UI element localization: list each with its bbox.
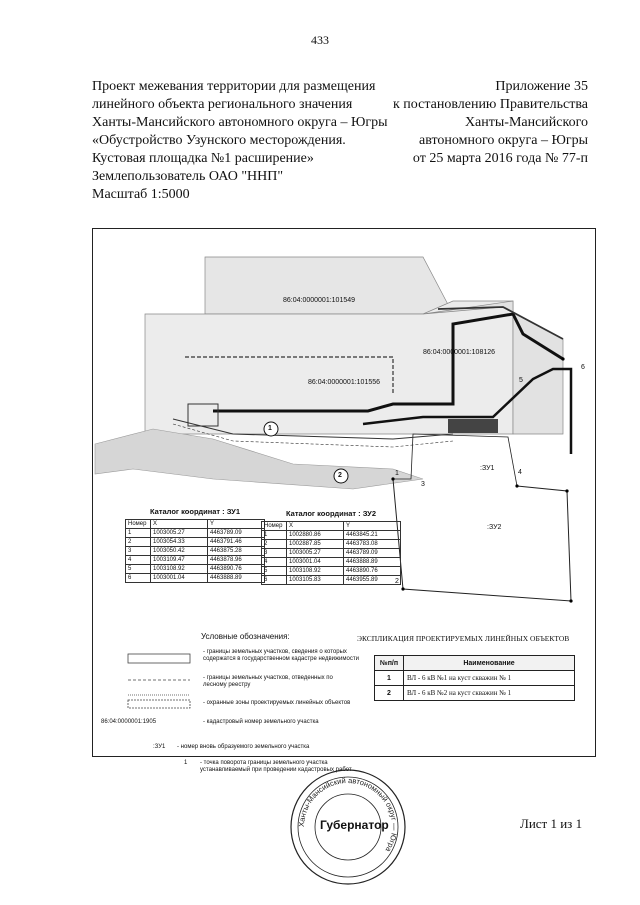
cell: 4 <box>262 558 287 567</box>
appendix-header <box>393 78 588 168</box>
boundary-point-number: 3 <box>421 481 425 488</box>
legend-symbol-cadastral <box>128 654 190 663</box>
cell: 1003050.42 <box>151 547 208 556</box>
cell: ВЛ - 6 кВ №2 на куст скважин № 1 <box>404 686 575 701</box>
column-header: Y <box>344 522 401 531</box>
zu1-label: :ЗУ1 <box>480 465 495 472</box>
legend-symbol-protection <box>128 700 190 708</box>
explication-title: ЭКСПЛИКАЦИЯ ПРОЕКТИРУЕМЫХ ЛИНЕЙНЫХ ОБЪЕКТОВ <box>357 634 570 643</box>
line-marker-number: 2 <box>338 472 342 479</box>
appendix-line: автономного округа – Югры <box>419 133 588 148</box>
cell: 2 <box>126 538 151 547</box>
explication-table <box>374 655 575 701</box>
column-header: Номер <box>262 522 287 531</box>
appendix-line: Ханты-Мансийского <box>464 115 588 130</box>
cell: 4463875.28 <box>208 547 265 556</box>
catalog-title: Каталог координат : ЗУ1 <box>149 507 240 516</box>
cell: 1 <box>126 529 151 538</box>
cell: 4 <box>126 556 151 565</box>
cell: 1003105.83 <box>287 576 344 585</box>
table-row <box>375 686 575 701</box>
title-line: Кустовая площадка №1 расширение» <box>92 151 314 166</box>
cell: 1003001.04 <box>287 558 344 567</box>
column-header: X <box>287 522 344 531</box>
cadastral-number: 86:04:0000001:108126 <box>423 349 496 356</box>
legend-title: Условные обозначения: <box>201 632 290 641</box>
cell: 4463890.76 <box>344 567 401 576</box>
cell: ВЛ - 6 кВ №1 на куст скважин № 1 <box>404 671 575 686</box>
table-row <box>375 671 575 686</box>
cell: 3 <box>126 547 151 556</box>
cell: 4463791.46 <box>208 538 265 547</box>
cell: 1003109.47 <box>151 556 208 565</box>
cell: 4463890.76 <box>208 565 265 574</box>
cell: 1003005.27 <box>287 549 344 558</box>
seal-ring-text: Ханты-Мансийский автономный округ — Югра <box>296 775 400 854</box>
column-header: Наименование <box>404 656 575 671</box>
boundary-point-number: 2 <box>395 578 399 585</box>
cell: 1 <box>375 671 404 686</box>
cell: 5 <box>262 567 287 576</box>
cadastral-number: 86:04:0000001:101549 <box>283 297 356 304</box>
column-header: X <box>151 520 208 529</box>
cell: 1003054.33 <box>151 538 208 547</box>
cell: 4463845.21 <box>344 531 401 540</box>
cell: 4463888.89 <box>344 558 401 567</box>
cell: 4463888.89 <box>208 574 265 583</box>
appendix-line: Приложение 35 <box>495 79 588 94</box>
cell: 6 <box>126 574 151 583</box>
title-line: Землепользователь ОАО "ННП" <box>92 169 284 184</box>
cell: 5 <box>126 565 151 574</box>
legend-item: - номер вновь образуемого земельного участка <box>177 744 310 750</box>
column-header: Y <box>208 520 265 529</box>
cell: 1 <box>262 531 287 540</box>
cell: 4463789.09 <box>208 529 265 538</box>
line-marker-number: 1 <box>268 425 272 432</box>
cell: 4463878.96 <box>208 556 265 565</box>
project-title <box>92 78 388 204</box>
legend-item: - кадастровый номер земельного участка <box>203 719 319 725</box>
cell: 1003108.92 <box>287 567 344 576</box>
legend-item: - границы земельных участков, отведенных по лесному реестру <box>203 675 333 688</box>
cell: 1002880.86 <box>287 531 344 540</box>
cell: 1003001.04 <box>151 574 208 583</box>
appendix-line: от 25 марта 2016 года № 77-п <box>412 151 588 166</box>
cell: 4463789.09 <box>344 549 401 558</box>
catalog-title: Каталог координат : ЗУ2 <box>285 509 376 518</box>
legend-item: - границы земельных участков, сведения о которых содержатся в государственном кадастре недвижимости <box>203 649 359 662</box>
boundary-point-number: 6 <box>581 364 585 371</box>
title-line: Масштаб 1:5000 <box>92 187 190 202</box>
legend-sample-zu: :ЗУ1 <box>153 744 166 750</box>
sheet-label: Лист 1 из 1 <box>520 816 583 831</box>
legend-sample-point: 1 <box>184 760 188 766</box>
cell: 1002887.85 <box>287 540 344 549</box>
title-line: Проект межевания территории для размещения <box>92 79 376 94</box>
seal-center-text: Губернатор <box>320 818 389 832</box>
boundary-point-number: 5 <box>519 377 523 384</box>
cadastral-number: 86:04:0000001:101556 <box>308 379 381 386</box>
column-header: Номер <box>126 520 151 529</box>
cell: 4463783.08 <box>344 540 401 549</box>
boundary-point-number: 4 <box>518 469 522 476</box>
legend-item: - охранные зоны проектируемых линейных объектов <box>203 700 351 706</box>
cell: 2 <box>375 686 404 701</box>
cell: 1003005.27 <box>151 529 208 538</box>
title-line: линейного объекта регионального значения <box>92 97 353 112</box>
legend-sample-cadastral: 86:04:0000001:1905 <box>101 719 157 725</box>
column-header: №п/п <box>375 656 404 671</box>
table-header-row <box>375 656 575 671</box>
boundary-point-number: 1 <box>395 470 399 477</box>
cell: 2 <box>262 540 287 549</box>
survey-map <box>92 228 596 757</box>
cell: 3 <box>262 549 287 558</box>
cell: 6 <box>262 576 287 585</box>
appendix-line: к постановлению Правительства <box>392 97 588 112</box>
title-line: Ханты-Мансийского автономного округа – Югры <box>92 115 388 130</box>
cell: 4463955.89 <box>344 576 401 585</box>
cell: 1003108.92 <box>151 565 208 574</box>
page-number: 433 <box>311 33 329 47</box>
zu2-label: :ЗУ2 <box>487 524 502 531</box>
legend-item: - точка поворота границы земельного участка устанавливаемый при проведении кадастровых работ <box>200 760 352 773</box>
title-line: «Обустройство Узунского месторождения. <box>92 133 346 148</box>
svg-text:Ханты-Мансийский автономный ок <box>297 776 399 854</box>
